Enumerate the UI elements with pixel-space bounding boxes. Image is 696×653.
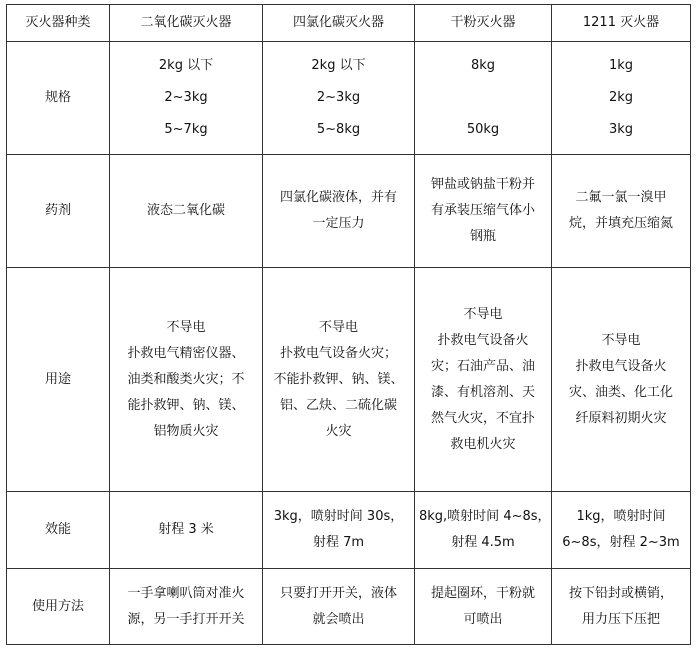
cell-line: 2kg	[608, 90, 634, 105]
cell-line: 不导电	[318, 319, 358, 335]
cell-line: 火灾	[325, 423, 352, 439]
cell-line: 射程 4.5m	[451, 535, 515, 550]
usage-co2	[110, 268, 263, 492]
cell-line: 灾、油类、化工化	[568, 384, 673, 400]
cell-line: 3kg	[608, 122, 634, 137]
spec-powder	[415, 42, 552, 155]
cell-line: 铝物质火灾	[153, 423, 219, 439]
row-label: 规格	[7, 42, 110, 155]
cell-line: 钾盐或钠盐干粉并	[430, 177, 535, 192]
cell-line: 3kg，喷射时间 30s，	[273, 509, 404, 524]
cell-line: 液态二氧化碳	[146, 203, 225, 218]
row-label: 使用方法	[7, 569, 110, 645]
cell-line: 钢瓶	[469, 229, 496, 244]
header-1211: 1211 灭火器	[552, 5, 691, 42]
cell-line: 铝、乙炔、二硫化碳	[279, 397, 397, 413]
cell-line: 1kg	[608, 58, 634, 73]
cell-line: 不导电	[601, 332, 641, 348]
eff-ccl4	[263, 492, 415, 569]
cell-line: 漆、有机溶剂、天	[430, 384, 535, 400]
cell-line: 8kg,喷射时间 4~8s，	[419, 509, 551, 524]
cell-line: 灾；石油产品、油	[430, 358, 535, 374]
row-label: 药剂	[7, 155, 110, 268]
cell-line: 扑救电气精密仪器、	[127, 345, 245, 361]
cell-line: 2kg 以下	[158, 58, 214, 73]
header-row	[7, 5, 691, 42]
cell-line: 烷，并填充压缩氮	[568, 216, 673, 231]
cell-line: 二氟一氯一溴甲	[575, 190, 667, 205]
method-co2	[110, 569, 263, 645]
cell-line: 有承装压缩气体小	[430, 203, 535, 218]
cell-line	[419, 82, 547, 114]
cell-line: 然气火灾，不宜扑	[430, 410, 535, 426]
cell-line: 2~3kg	[164, 90, 208, 105]
row-label: 效能	[7, 492, 110, 569]
cell-line: 可喷出	[463, 611, 503, 627]
spec-1211	[552, 42, 691, 155]
row-spec	[7, 42, 691, 155]
method-1211	[552, 569, 691, 645]
cell-line: 纤原料初期火灾	[575, 410, 667, 426]
cell-line: 射程 3 米	[158, 522, 214, 537]
cell-line: 1kg，喷射时间	[576, 509, 666, 524]
cell-line: 扑救电气设备火	[575, 358, 667, 374]
cell-line: 8kg	[470, 58, 496, 73]
cell-line: 扑救电气设备火	[437, 332, 529, 348]
cell-line: 射程 7m	[312, 535, 365, 550]
cell-line: 2~3kg	[316, 90, 361, 105]
cell-line: 只要打开开关，液体	[279, 585, 397, 601]
cell-line: 就会喷出	[312, 611, 365, 627]
agent-co2	[110, 155, 263, 268]
row-usage	[7, 268, 691, 492]
cell-line: 一定压力	[312, 216, 365, 231]
row-usage-method	[7, 569, 691, 645]
eff-powder	[415, 492, 552, 569]
cell-line: 用力压下压把	[581, 611, 660, 627]
eff-1211	[552, 492, 691, 569]
cell-line: 5~8kg	[316, 122, 361, 137]
header-type: 灭火器种类	[7, 5, 110, 42]
cell-line: 不导电	[166, 319, 206, 335]
row-agent	[7, 155, 691, 268]
usage-ccl4	[263, 268, 415, 492]
cell-line: 不导电	[463, 306, 503, 322]
cell-line: 能扑救钾、钠、镁、	[127, 397, 245, 413]
cell-line: 50kg	[466, 122, 500, 137]
agent-ccl4	[263, 155, 415, 268]
extinguisher-table	[6, 4, 691, 645]
cell-line: 提起圈环，干粉就	[430, 585, 535, 601]
header-ccl4: 四氯化碳灭火器	[263, 5, 415, 42]
row-efficiency	[7, 492, 691, 569]
cell-line: 四氯化碳液体，并有	[279, 190, 397, 205]
cell-line: 救电机火灾	[450, 436, 516, 452]
header-co2: 二氧化碳灭火器	[110, 5, 263, 42]
cell-line: 6~8s，射程 2~3m	[562, 535, 680, 550]
cell-line: 一手拿喇叭筒对准火	[127, 585, 245, 601]
header-powder: 干粉灭火器	[415, 5, 552, 42]
cell-line: 2kg 以下	[311, 58, 366, 73]
row-label: 用途	[7, 268, 110, 492]
eff-co2	[110, 492, 263, 569]
usage-1211	[552, 268, 691, 492]
usage-powder	[415, 268, 552, 492]
agent-1211	[552, 155, 691, 268]
cell-line: 按下铅封或横销，	[568, 585, 673, 601]
cell-line: 扑救电气设备火灾；	[279, 345, 397, 361]
method-powder	[415, 569, 552, 645]
method-ccl4	[263, 569, 415, 645]
cell-line: 源，另一手打开开关	[127, 611, 245, 627]
spec-co2	[110, 42, 263, 155]
cell-line: 不能扑救钾、钠、镁、	[273, 371, 404, 387]
spec-ccl4	[263, 42, 415, 155]
agent-powder	[415, 155, 552, 268]
cell-line: 油类和酸类火灾；不	[127, 371, 245, 387]
cell-line: 5~7kg	[164, 122, 208, 137]
